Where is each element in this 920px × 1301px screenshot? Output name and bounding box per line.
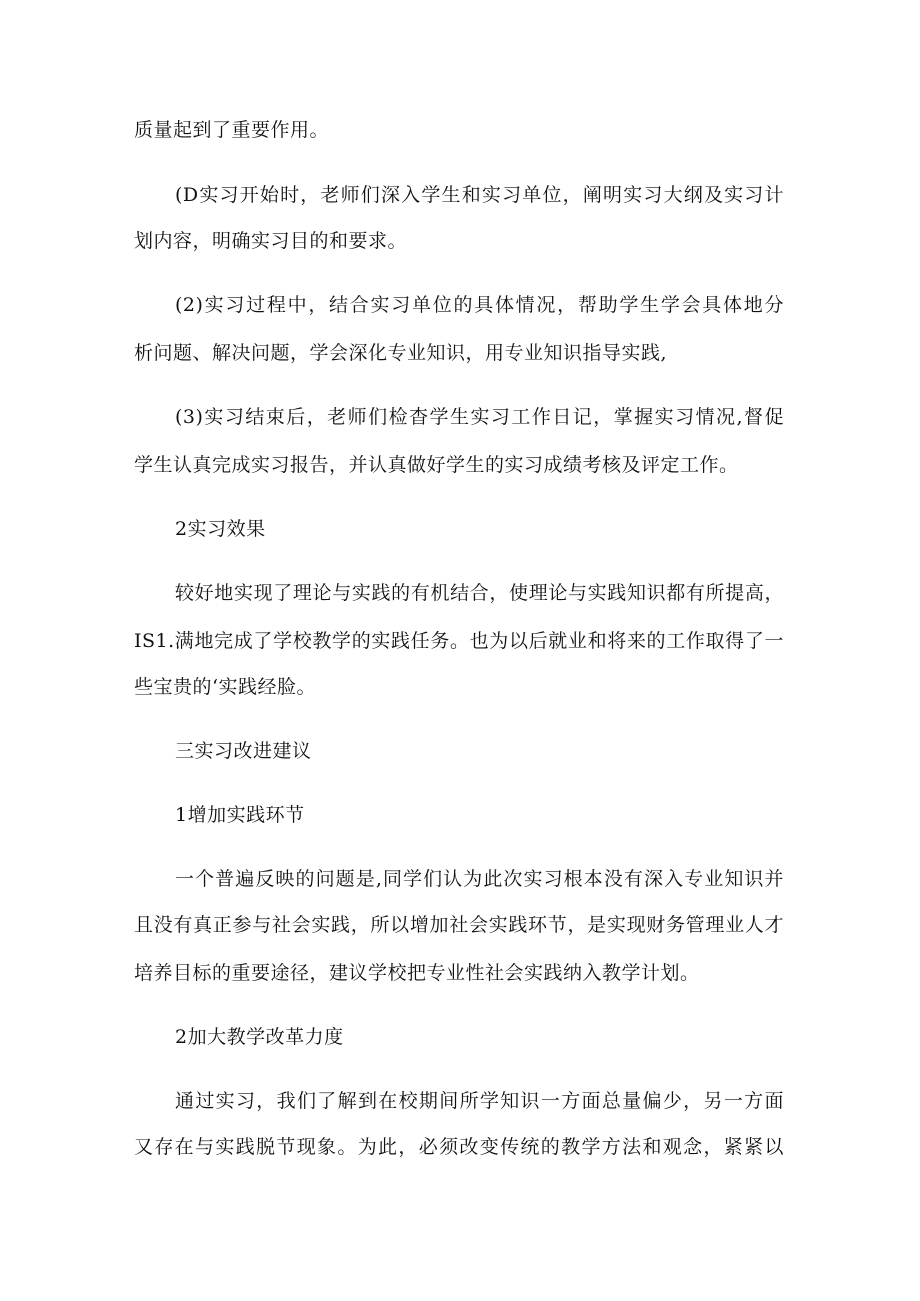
body-text-line: 质量起到了重要作用。 [134, 119, 330, 141]
body-text-line: 较好地实现了理论与实践的有机结合，使理论与实践知识都有所提高， [175, 582, 784, 604]
list-item-line: (3)实习结束后，老师们检杳学生实习工作日记，掌握实习情况,督促 [175, 406, 784, 428]
list-item-line: 学生认真完成实习报告，并认真做好学生的实习成绩考核及评定工作。 [134, 454, 739, 476]
list-item-line: 划内容，明确实习目的和要求。 [134, 230, 408, 252]
list-item-line: 析问题、解决问题，学会深化专业知识，用专业知识指导实践, [134, 342, 668, 364]
body-text-line: 培养目标的重要途径，建议学校把专业性社会实践纳入教学计划。 [134, 962, 700, 984]
body-text-line: 且没有真正参与社会实践，所以增加社会实践环节，是实现财务管理业人才 [134, 914, 784, 936]
body-text-line: 通过实习，我们了解到在校期间所学知识一方面总量偏少，另一方面 [175, 1090, 784, 1112]
subsection-heading: 2加大教学改革力度 [175, 1026, 344, 1048]
section-heading: 2实习效果 [175, 518, 266, 540]
list-item-line: (D实习开始时，老师们深入学生和实习单位，阐明实习大纲及实习计 [175, 184, 784, 206]
body-text-line: 又存在与实践脱节现象。为此，必须改变传统的教学方法和观念，紧紧以 [134, 1136, 784, 1158]
body-text-line: 些宝贵的‘实践经脸。 [134, 676, 317, 698]
body-text-line: IS1.满地完成了学校教学的实践任务。也为以后就业和将来的工作取得了一 [134, 630, 784, 652]
subsection-heading: 1增加实践环节 [175, 804, 305, 826]
section-heading: 三实习改进建议 [175, 740, 312, 762]
list-item-line: (2)实习过程中，结合实习单位的具体情况，帮助学生学会具体地分 [175, 294, 784, 316]
body-text-line: 一个普遍反映的问题是,同学们认为此次实习根本没有深入专业知识并 [175, 868, 784, 890]
